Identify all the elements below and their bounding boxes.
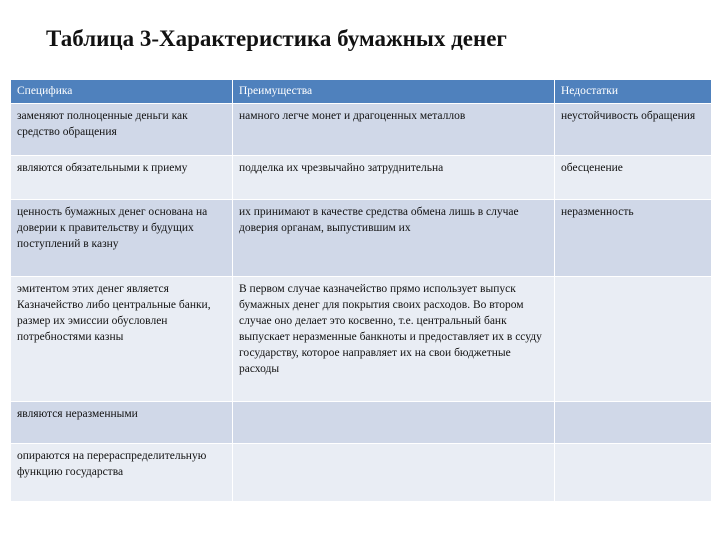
table-cell [555,277,712,402]
table-row [11,402,712,444]
table-cell: неразменность [555,200,712,277]
table-row [11,200,712,277]
column-header-advantages: Преимущества [233,80,555,104]
table-cell [233,444,555,502]
table-row [11,444,712,502]
table-cell: В первом случае казначейство прямо использует выпуск бумажных денег для покрытия своих расходов. Во втором случае оно делает это косвенно, т.е. центральный банк выпускает неразменные банкноты и предоставляет их в ссуду государству, которое направляет их на свои бюджетные расходы [233,277,555,402]
column-header-disadvantages: Недостатки [555,80,712,104]
column-header-specifics: Специфика [11,80,233,104]
table-cell: подделка их чрезвычайно затруднительна [233,156,555,200]
table-cell: их принимают в качестве средства обмена лишь в случае доверия органам, выпустившим их [233,200,555,277]
table-cell: опираются на перераспределительную функцию государства [11,444,233,502]
table-row [11,156,712,200]
table-cell [555,402,712,444]
table-header-row [11,80,712,104]
table-cell: являются обязательными к приему [11,156,233,200]
table-row [11,277,712,402]
page-title: Таблица 3-Характеристика бумажных денег [46,26,507,51]
table-cell [233,402,555,444]
money-characteristics-table [10,79,712,502]
table-cell: ценность бумажных денег основана на доверии к правительству и будущих поступлений в казну [11,200,233,277]
table-cell: являются неразменными [11,402,233,444]
table-cell: неустойчивость обращения [555,104,712,156]
table-cell [555,444,712,502]
table-cell: заменяют полноценные деньги как средство обращения [11,104,233,156]
table-cell: намного легче монет и драгоценных металлов [233,104,555,156]
table-cell: обесценение [555,156,712,200]
table-cell: эмитентом этих денег является Казначейство либо центральные банки, размер их эмиссии обусловлен потребностями казны [11,277,233,402]
table-row [11,104,712,156]
